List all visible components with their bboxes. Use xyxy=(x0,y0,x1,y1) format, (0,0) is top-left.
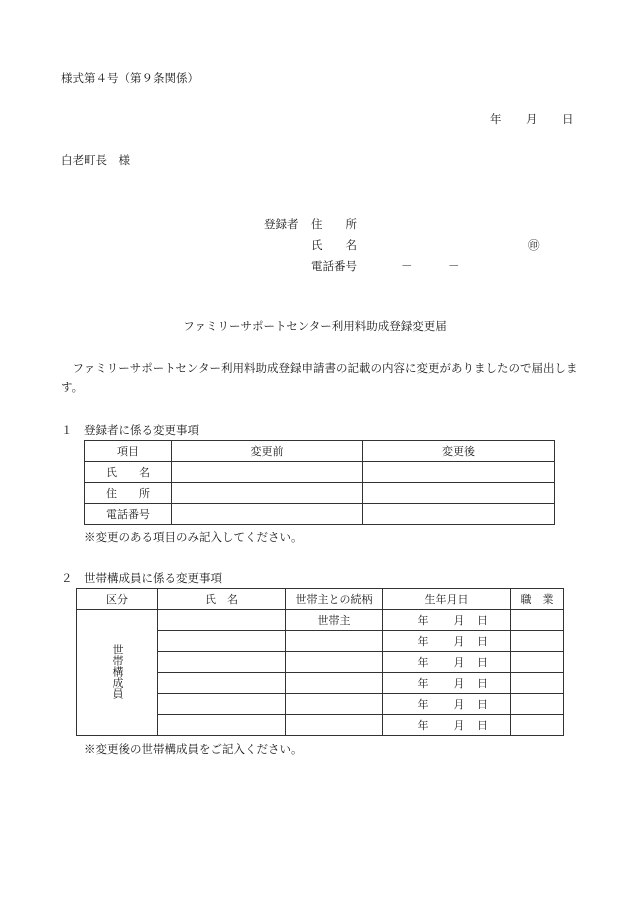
birth-month-label: 月 xyxy=(453,677,465,690)
household-members-table xyxy=(76,588,564,736)
col-after: 変更後 xyxy=(363,441,555,462)
registrant-label: 登録者 xyxy=(264,217,299,231)
table-header-row xyxy=(77,589,564,610)
col-relation: 世帯主との続柄 xyxy=(286,589,383,610)
birth-year-label: 年 xyxy=(417,719,429,732)
date-year-label: 年 xyxy=(490,112,502,126)
birth-day-label: 日 xyxy=(477,719,488,732)
table-row xyxy=(85,483,555,504)
birth-year-label: 年 xyxy=(417,656,429,669)
birth-month-label: 月 xyxy=(453,614,465,627)
form-number: 様式第４号（第９条関係） xyxy=(61,71,199,85)
birth-month-label: 月 xyxy=(453,635,465,648)
birth-day-label: 日 xyxy=(477,698,488,711)
cell-after[interactable] xyxy=(363,504,555,525)
cell-birthdate[interactable] xyxy=(383,673,511,694)
section1-note: ※変更のある項目のみ記入してください。 xyxy=(84,530,303,544)
cell-occupation[interactable] xyxy=(511,673,564,694)
document-title: ファミリーサポートセンター利用料助成登録変更届 xyxy=(183,319,447,333)
cell-before[interactable] xyxy=(172,483,363,504)
phone-separator-2: － xyxy=(448,259,460,273)
row-label-address: 住 所 xyxy=(85,483,172,504)
registrant-phone-label: 電話番号 xyxy=(311,259,357,273)
birth-year-label: 年 xyxy=(417,614,429,627)
birth-day-label: 日 xyxy=(477,635,488,648)
date-line xyxy=(490,111,574,127)
col-item: 項目 xyxy=(85,441,172,462)
cell-relation[interactable] xyxy=(286,715,383,736)
date-month-label: 月 xyxy=(526,112,538,126)
cell-relation[interactable] xyxy=(286,673,383,694)
birth-year-label: 年 xyxy=(417,677,429,690)
birth-year-label: 年 xyxy=(417,635,429,648)
birth-year-label: 年 xyxy=(417,698,429,711)
cell-relation[interactable]: 世帯主 xyxy=(286,610,383,631)
cell-name[interactable] xyxy=(158,652,286,673)
body-text: ファミリーサポートセンター利用料助成登録申請書の記載の内容に変更がありましたので届出します。 xyxy=(61,361,578,394)
cell-birthdate[interactable] xyxy=(383,694,511,715)
table-row xyxy=(85,462,555,483)
cell-occupation[interactable] xyxy=(511,610,564,631)
cell-occupation[interactable] xyxy=(511,715,564,736)
cell-name[interactable] xyxy=(158,715,286,736)
cell-name[interactable] xyxy=(158,631,286,652)
cell-birthdate[interactable] xyxy=(383,610,511,631)
birth-day-label: 日 xyxy=(477,614,488,627)
cell-name[interactable] xyxy=(158,610,286,631)
cell-after[interactable] xyxy=(363,462,555,483)
cell-relation[interactable] xyxy=(286,694,383,715)
phone-separator-1: － xyxy=(401,259,413,273)
cell-occupation[interactable] xyxy=(511,652,564,673)
registrant-block xyxy=(264,214,540,277)
cell-name[interactable] xyxy=(158,694,286,715)
row-label-name: 氏 名 xyxy=(85,462,172,483)
cell-before[interactable] xyxy=(172,462,363,483)
col-birthdate: 生年月日 xyxy=(383,589,511,610)
seal-mark: ㊞ xyxy=(528,238,540,252)
table-row xyxy=(77,610,564,631)
cell-name[interactable] xyxy=(158,673,286,694)
col-name: 氏 名 xyxy=(158,589,286,610)
group-label-cell xyxy=(77,610,158,736)
table-header-row xyxy=(85,441,555,462)
cell-occupation[interactable] xyxy=(511,631,564,652)
birth-month-label: 月 xyxy=(453,698,465,711)
row-label-phone: 電話番号 xyxy=(85,504,172,525)
registrant-name-label: 氏 名 xyxy=(311,238,357,252)
cell-birthdate[interactable] xyxy=(383,715,511,736)
cell-after[interactable] xyxy=(363,483,555,504)
col-before: 変更前 xyxy=(172,441,363,462)
section2-note: ※変更後の世帯構成員をご記入ください。 xyxy=(84,742,303,756)
section2-heading: ２ 世帯構成員に係る変更事項 xyxy=(61,571,222,585)
cell-before[interactable] xyxy=(172,504,363,525)
birth-month-label: 月 xyxy=(453,656,465,669)
birth-day-label: 日 xyxy=(477,656,488,669)
birth-month-label: 月 xyxy=(453,719,465,732)
section1-heading: １ 登録者に係る変更事項 xyxy=(61,423,199,437)
table-row xyxy=(85,504,555,525)
group-label: 世帯構成員 xyxy=(111,643,124,699)
date-day-label: 日 xyxy=(562,112,574,126)
cell-occupation[interactable] xyxy=(511,694,564,715)
cell-relation[interactable] xyxy=(286,631,383,652)
addressee: 白老町長 様 xyxy=(61,153,130,167)
cell-birthdate[interactable] xyxy=(383,652,511,673)
birth-day-label: 日 xyxy=(477,677,488,690)
registrant-address-label: 住 所 xyxy=(311,217,357,231)
cell-birthdate[interactable] xyxy=(383,631,511,652)
cell-relation[interactable] xyxy=(286,652,383,673)
registrant-changes-table xyxy=(84,440,555,525)
col-occupation: 職 業 xyxy=(511,589,564,610)
col-category: 区分 xyxy=(77,589,158,610)
